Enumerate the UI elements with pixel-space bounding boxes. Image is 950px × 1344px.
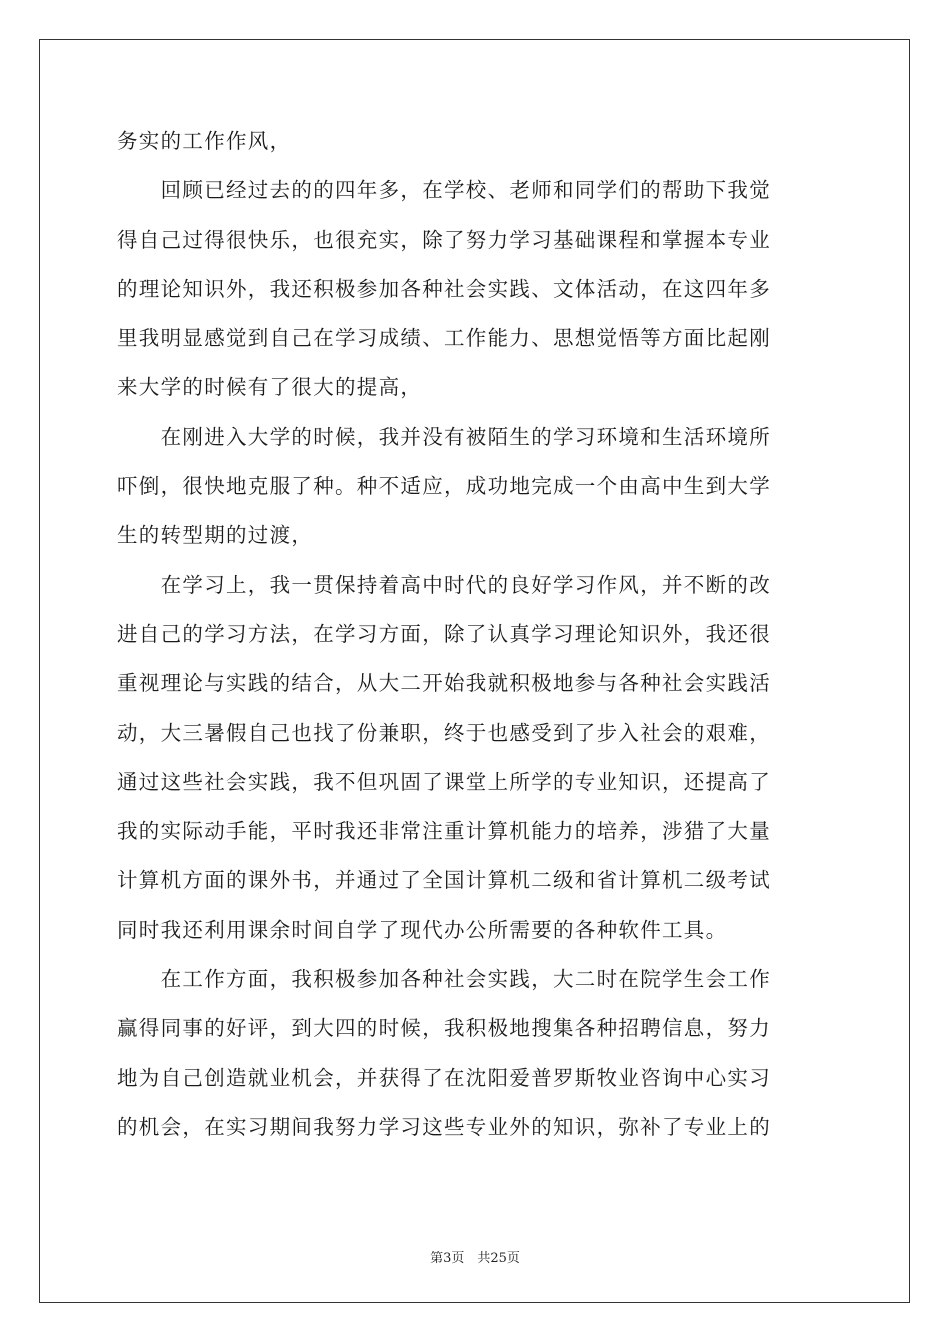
text-line: 的机会，在实习期间我努力学习这些专业外的知识，弥补了专业上的 [117,1114,771,1139]
text-line: 我的实际动手能，平时我还非常注重计算机能力的培养，涉猎了大量 [117,819,771,844]
text-line: 在刚进入大学的时候，我并没有被陌生的学习环境和生活环境所 [117,424,771,449]
text-line: 务实的工作作风， [117,129,292,153]
text-line: 在学习上，我一贯保持着高中时代的良好学习作风，并不断的改 [117,572,771,597]
text-line: 赢得同事的好评，到大四的时候，我积极地搜集各种招聘信息，努力 [117,1016,771,1041]
text-line: 在工作方面，我积极参加各种社会实践，大二时在院学生会工作 [117,967,771,992]
text-line: 进自己的学习方法，在学习方面，除了认真学习理论知识外，我还很 [117,621,771,646]
text-line: 回顾已经过去的的四年多，在学校、老师和同学们的帮助下我觉 [117,178,771,203]
document-body [117,117,831,1152]
text-line: 地为自己创造就业机会，并获得了在沈阳爱普罗斯牧业咨询中心实习 [117,1065,771,1090]
text-line: 重视理论与实践的结合，从大二开始我就积极地参与各种社会实践活 [117,671,771,696]
page-number-footer: 第3页 共25页 [430,1251,520,1266]
text-line: 里我明显感觉到自己在学习成绩、工作能力、思想觉悟等方面比起刚 [117,326,771,351]
text-line: 得自己过得很快乐，也很充实，除了努力学习基础课程和掌握本专业 [117,227,771,252]
text-line: 通过这些社会实践，我不但巩固了课堂上所学的专业知识，还提高了 [117,769,771,794]
text-line: 计算机方面的课外书，并通过了全国计算机二级和省计算机二级考试 [117,868,771,893]
text-line: 动，大三暑假自己也找了份兼职，终于也感受到了步入社会的艰难， [117,720,771,745]
text-line: 的理论知识外，我还积极参加各种社会实践、文体活动，在这四年多 [117,276,771,301]
text-line: 来大学的时候有了很大的提高， [117,375,423,400]
text-line: 同时我还利用课余时间自学了现代办公所需要的各种软件工具。 [117,917,728,942]
text-line: 吓倒，很快地克服了种。种不适应，成功地完成一个由高中生到大学 [117,474,771,499]
text-line: 生的转型期的过渡， [117,523,314,548]
